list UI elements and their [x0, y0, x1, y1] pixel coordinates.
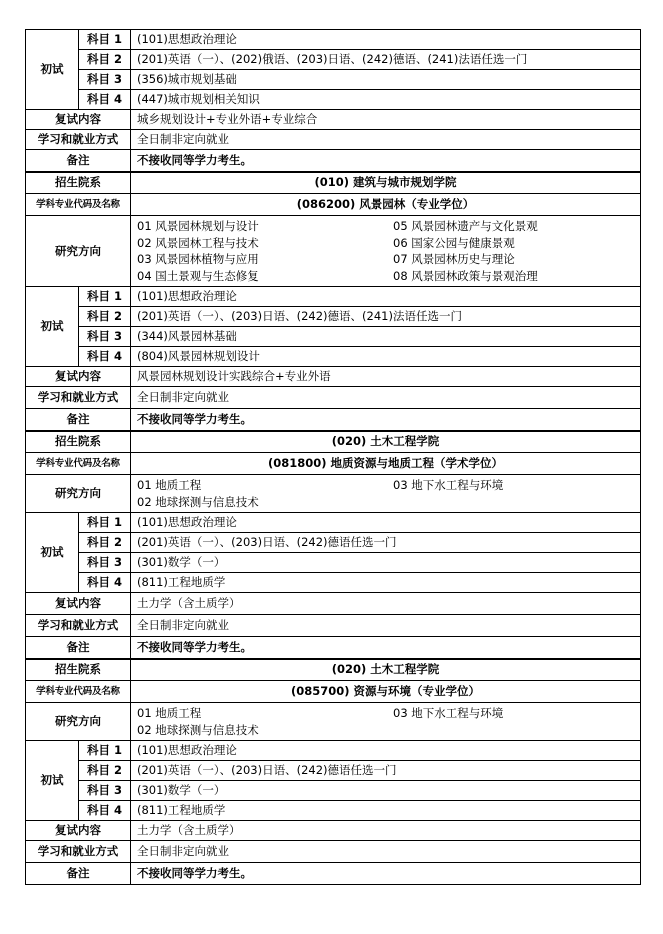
study-mode-value: 全日制非定向就业	[131, 615, 641, 637]
dept-label: 招生院系	[26, 431, 131, 453]
admission-table	[25, 29, 641, 885]
retest-label: 复试内容	[26, 821, 131, 841]
note-row	[26, 150, 641, 172]
exam-row	[26, 30, 641, 50]
exam-row	[26, 90, 641, 110]
study-mode-row	[26, 841, 641, 863]
exam-row	[26, 70, 641, 90]
note-row	[26, 637, 641, 659]
dept-row	[26, 431, 641, 453]
study-mode-row	[26, 130, 641, 150]
direction-item: 01 地质工程	[137, 706, 202, 720]
exam-row	[26, 513, 641, 533]
subject-value: (356)城市规划基础	[131, 70, 641, 90]
direction-item	[393, 722, 634, 739]
direction-item: 04 国土景观与生态修复	[137, 268, 259, 283]
subject-label: 科目 1	[79, 513, 131, 533]
retest-row	[26, 593, 641, 615]
retest-label: 复试内容	[26, 593, 131, 615]
subject-label: 科目 2	[79, 533, 131, 553]
retest-value: 土力学（含土质学）	[131, 593, 641, 615]
research-direction-list	[137, 704, 634, 739]
note-value: 不接收同等学力考生。	[131, 409, 641, 431]
subject-label: 科目 2	[79, 761, 131, 781]
subject-value: (344)风景园林基础	[131, 327, 641, 347]
subject-value: (301)数学（一）	[131, 553, 641, 573]
exam-row	[26, 287, 641, 307]
note-label: 备注	[26, 150, 131, 172]
dept-label: 招生院系	[26, 659, 131, 681]
exam-row	[26, 801, 641, 821]
major-label: 学科专业代码及名称	[26, 681, 131, 703]
study-mode-label: 学习和就业方式	[26, 615, 131, 637]
note-value: 不接收同等学力考生。	[131, 637, 641, 659]
initial-exam-label: 初试	[26, 741, 79, 821]
note-row	[26, 863, 641, 885]
subject-value: (101)思想政治理论	[131, 513, 641, 533]
direction-item: 03 地下水工程与环境	[393, 706, 504, 720]
study-mode-row	[26, 615, 641, 637]
major-row	[26, 194, 641, 216]
major-value: (085700) 资源与环境（专业学位）	[131, 681, 641, 703]
direction-item: 01 风景园林规划与设计	[137, 219, 259, 233]
major-value: (081800) 地质资源与地质工程（学术学位）	[131, 453, 641, 475]
study-mode-value: 全日制非定向就业	[131, 387, 641, 409]
subject-label: 科目 4	[79, 347, 131, 367]
subject-label: 科目 2	[79, 307, 131, 327]
exam-row	[26, 741, 641, 761]
retest-value: 城乡规划设计+专业外语+专业综合	[131, 110, 641, 130]
subject-value: (811)工程地质学	[131, 573, 641, 593]
subject-value: (301)数学（一）	[131, 781, 641, 801]
study-mode-label: 学习和就业方式	[26, 387, 131, 409]
direction-item: 06 国家公园与健康景观	[393, 235, 515, 250]
major-row	[26, 453, 641, 475]
subject-label: 科目 4	[79, 90, 131, 110]
direction-item: 02 地球探测与信息技术	[137, 494, 259, 509]
subject-value: (201)英语（一）、(203)日语、(242)德语任选一门	[131, 533, 641, 553]
note-value: 不接收同等学力考生。	[131, 150, 641, 172]
note-label: 备注	[26, 409, 131, 431]
admission-catalog-sheet	[25, 29, 640, 885]
subject-label: 科目 1	[79, 30, 131, 50]
dept-row	[26, 172, 641, 194]
exam-row	[26, 347, 641, 367]
major-row	[26, 681, 641, 703]
exam-row	[26, 327, 641, 347]
research-direction-list	[137, 217, 634, 285]
study-mode-label: 学习和就业方式	[26, 130, 131, 150]
initial-exam-label: 初试	[26, 513, 79, 593]
dept-value: (020) 土木工程学院	[131, 431, 641, 453]
subject-label: 科目 3	[79, 781, 131, 801]
subject-label: 科目 1	[79, 741, 131, 761]
study-mode-value: 全日制非定向就业	[131, 130, 641, 150]
retest-row	[26, 821, 641, 841]
direction-item: 03 风景园林植物与应用	[137, 252, 259, 266]
note-label: 备注	[26, 637, 131, 659]
direction-item	[393, 494, 634, 511]
exam-row	[26, 553, 641, 573]
direction-item: 07 风景园林历史与理论	[393, 252, 515, 266]
retest-label: 复试内容	[26, 110, 131, 130]
research-direction-list	[137, 476, 634, 511]
direction-item: 02 地球探测与信息技术	[137, 722, 259, 737]
dept-label: 招生院系	[26, 172, 131, 194]
subject-value: (811)工程地质学	[131, 801, 641, 821]
subject-value: (201)英语（一）、(203)日语、(242)德语任选一门	[131, 761, 641, 781]
major-value: (086200) 风景园林（专业学位）	[131, 194, 641, 216]
note-label: 备注	[26, 863, 131, 885]
subject-value: (804)风景园林规划设计	[131, 347, 641, 367]
retest-label: 复试内容	[26, 367, 131, 387]
subject-value: (201)英语（一）、(203)日语、(242)德语、(241)法语任选一门	[131, 307, 641, 327]
research-direction-label: 研究方向	[26, 475, 131, 513]
note-row	[26, 409, 641, 431]
research-direction-row	[26, 216, 641, 287]
major-label: 学科专业代码及名称	[26, 453, 131, 475]
subject-label: 科目 1	[79, 287, 131, 307]
subject-label: 科目 4	[79, 801, 131, 821]
research-direction-row	[26, 703, 641, 741]
subject-label: 科目 3	[79, 70, 131, 90]
exam-row	[26, 761, 641, 781]
study-mode-value: 全日制非定向就业	[131, 841, 641, 863]
subject-label: 科目 3	[79, 327, 131, 347]
study-mode-row	[26, 387, 641, 409]
retest-value: 风景园林规划设计实践综合+专业外语	[131, 367, 641, 387]
exam-row	[26, 50, 641, 70]
subject-label: 科目 4	[79, 573, 131, 593]
direction-item: 03 地下水工程与环境	[393, 478, 504, 492]
direction-item: 08 风景园林政策与景观治理	[393, 268, 538, 283]
dept-row	[26, 659, 641, 681]
subject-value: (101)思想政治理论	[131, 287, 641, 307]
study-mode-label: 学习和就业方式	[26, 841, 131, 863]
major-label: 学科专业代码及名称	[26, 194, 131, 216]
direction-item: 01 地质工程	[137, 478, 202, 492]
subject-value: (201)英语（一）、(202)俄语、(203)日语、(242)德语、(241)法语任选一门	[131, 50, 641, 70]
dept-value: (020) 土木工程学院	[131, 659, 641, 681]
initial-exam-label: 初试	[26, 30, 79, 110]
direction-item: 02 风景园林工程与技术	[137, 235, 259, 250]
research-direction-row	[26, 475, 641, 513]
note-value: 不接收同等学力考生。	[131, 863, 641, 885]
retest-value: 土力学（含土质学）	[131, 821, 641, 841]
retest-row	[26, 110, 641, 130]
exam-row	[26, 533, 641, 553]
subject-value: (101)思想政治理论	[131, 30, 641, 50]
initial-exam-label: 初试	[26, 287, 79, 367]
subject-value: (101)思想政治理论	[131, 741, 641, 761]
subject-label: 科目 2	[79, 50, 131, 70]
direction-item: 05 风景园林遗产与文化景观	[393, 219, 538, 233]
dept-value: (010) 建筑与城市规划学院	[131, 172, 641, 194]
subject-value: (447)城市规划相关知识	[131, 90, 641, 110]
exam-row	[26, 781, 641, 801]
exam-row	[26, 307, 641, 327]
retest-row	[26, 367, 641, 387]
subject-label: 科目 3	[79, 553, 131, 573]
research-direction-label: 研究方向	[26, 703, 131, 741]
research-direction-label: 研究方向	[26, 216, 131, 287]
exam-row	[26, 573, 641, 593]
